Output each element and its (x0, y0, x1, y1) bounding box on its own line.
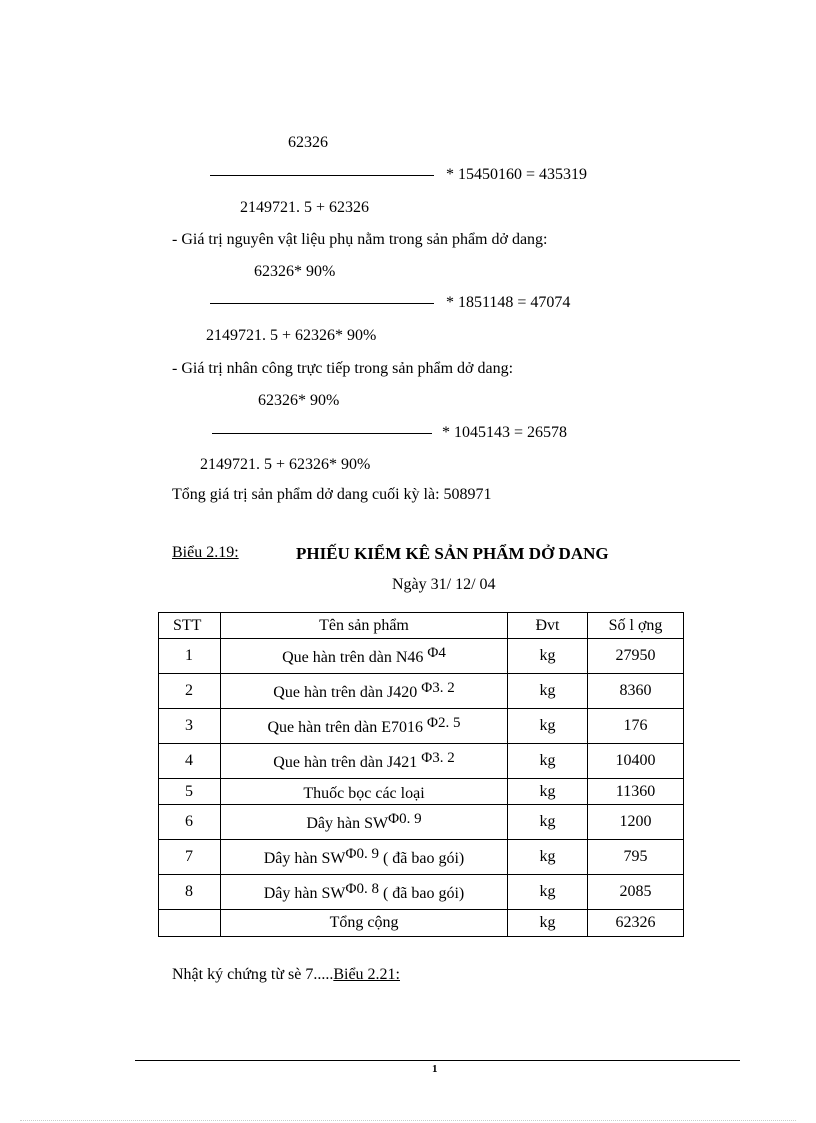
form-date: Ngày 31/ 12/ 04 (392, 576, 496, 593)
diameter-text: Φ2. 5 (427, 715, 461, 731)
row-unit: kg (508, 639, 588, 674)
form-title: PHIẾU KIỂM KÊ SẢN PHẨM DỞ DANG (296, 544, 609, 563)
row-stt: 4 (159, 744, 221, 779)
calc1-numerator: 62326 (288, 134, 328, 151)
journal-link: Biểu 2.21: (333, 966, 400, 983)
row-unit: kg (508, 805, 588, 840)
page-number: 1 (432, 1063, 438, 1075)
table-row (159, 805, 684, 840)
diameter-text: Φ0. 8 (345, 881, 379, 897)
row-stt: 1 (159, 639, 221, 674)
form-code: Biểu 2.19: (172, 544, 239, 561)
product-name-text: Dây hàn SW (263, 885, 346, 902)
calc2-numerator: 62326* 90% (254, 263, 336, 280)
product-name-text: Que hàn trên dàn N46 (282, 649, 428, 666)
row-stt: 6 (159, 805, 221, 840)
row-product-name (221, 840, 508, 875)
row-stt: 8 (159, 875, 221, 910)
row-quantity: 2085 (588, 875, 684, 910)
product-name-text: Dây hàn SW (306, 815, 389, 832)
calc2-denominator: 2149721. 5 + 62326* 90% (206, 327, 377, 344)
table-header-row (159, 613, 684, 639)
row-product-name (221, 779, 508, 805)
row-unit: kg (508, 840, 588, 875)
row-product-name (221, 744, 508, 779)
table-row (159, 779, 684, 805)
calc1-fraction-bar (210, 175, 434, 176)
calc3-numerator: 62326* 90% (258, 392, 340, 409)
journal-line (172, 966, 400, 984)
header-stt: STT (159, 613, 221, 639)
table-row (159, 709, 684, 744)
total-wip-value: Tổng giá trị sản phẩm dở dang cuối kỳ là: 508971 (172, 486, 492, 503)
diameter-text: Φ4 (427, 645, 446, 661)
calc2-result: * 1851148 = 47074 (446, 294, 571, 311)
row-product-name (221, 875, 508, 910)
header-quantity: Số l ợng (588, 613, 684, 639)
product-suffix-text: ( đã bao gói) (378, 850, 465, 867)
row-stt: 7 (159, 840, 221, 875)
table-row (159, 639, 684, 674)
row-unit: kg (508, 744, 588, 779)
row-unit: kg (508, 875, 588, 910)
product-name-text: Que hàn trên dàn J420 (273, 684, 422, 701)
calc1-denominator: 2149721. 5 + 62326 (240, 199, 370, 216)
row-quantity: 1200 (588, 805, 684, 840)
row-stt: 2 (159, 674, 221, 709)
product-suffix-text: ( đã bao gói) (378, 885, 465, 902)
row-unit: kg (508, 709, 588, 744)
row-quantity: 8360 (588, 674, 684, 709)
diameter-text: Φ0. 9 (388, 811, 422, 827)
row-product-name (221, 805, 508, 840)
calc1-result: * 15450160 = 435319 (446, 166, 588, 183)
footer-divider (135, 1060, 740, 1061)
row-quantity: 10400 (588, 744, 684, 779)
row-quantity: 11360 (588, 779, 684, 805)
table-row (159, 744, 684, 779)
row-stt: 3 (159, 709, 221, 744)
diameter-text: Φ0. 9 (345, 846, 379, 862)
total-unit: kg (508, 910, 588, 937)
product-name-text: Dây hàn SW (263, 850, 346, 867)
row-product-name (221, 709, 508, 744)
diameter-text: Φ3. 2 (421, 750, 455, 766)
product-name-text: Thuốc bọc các loại (303, 784, 425, 802)
table-total-row (159, 910, 684, 937)
inventory-table (158, 612, 684, 937)
total-label: Tổng cộng (221, 910, 508, 937)
diameter-text: Φ3. 2 (421, 680, 455, 696)
calc2-fraction-bar (210, 303, 434, 304)
header-unit: Đvt (508, 613, 588, 639)
row-unit: kg (508, 779, 588, 805)
table-row (159, 875, 684, 910)
calc3-result: * 1045143 = 26578 (442, 424, 568, 441)
row-product-name (221, 639, 508, 674)
total-quantity: 62326 (588, 910, 684, 937)
total-stt (159, 910, 221, 937)
page-bottom-dotted-edge (20, 1120, 796, 1121)
journal-prefix: Nhật ký chứng từ sè 7..... (172, 966, 334, 983)
calc3-label: - Giá trị nhân công trực tiếp trong sản phẩm dở dang: (172, 360, 514, 377)
row-quantity: 176 (588, 709, 684, 744)
product-name-text: Que hàn trên dàn E7016 (267, 719, 428, 736)
row-quantity: 795 (588, 840, 684, 875)
calc3-denominator: 2149721. 5 + 62326* 90% (200, 456, 371, 473)
calc3-fraction-bar (212, 433, 432, 434)
calc2-label: - Giá trị nguyên vật liệu phụ nằm trong sản phẩm dở dang: (172, 231, 548, 248)
row-quantity: 27950 (588, 639, 684, 674)
row-unit: kg (508, 674, 588, 709)
table-row (159, 674, 684, 709)
row-stt: 5 (159, 779, 221, 805)
row-product-name (221, 674, 508, 709)
header-product-name: Tên sản phẩm (221, 613, 508, 639)
table-row (159, 840, 684, 875)
product-name-text: Que hàn trên dàn J421 (273, 754, 422, 771)
